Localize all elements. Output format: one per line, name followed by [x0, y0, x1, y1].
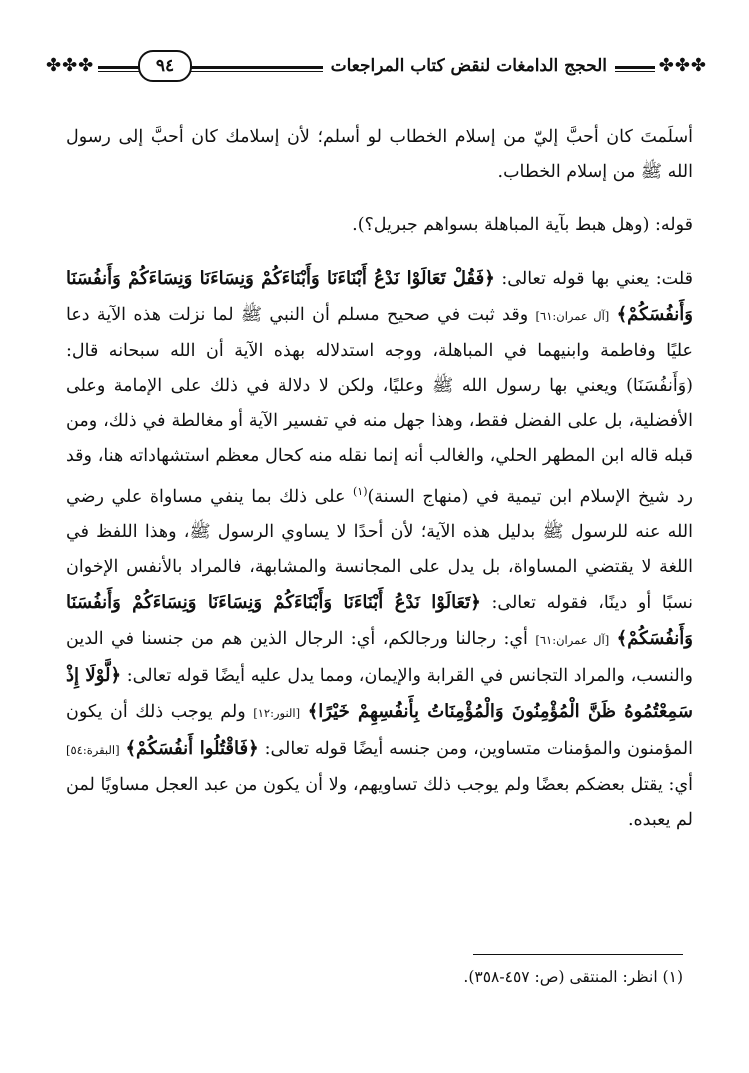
- footnote-marker: (١): [352, 485, 368, 498]
- verse-reference: [آل عمران:٦١]: [535, 309, 610, 323]
- verse-reference: [البقرة:٥٤]: [66, 742, 120, 757]
- verse-reference: [آل عمران:٦١]: [535, 632, 610, 647]
- text-segment: أي: يقتل بعضكم بعضًا ولم يوجب ذلك تساويهم، ولا أن يكون من عبد العجل مساويًا لمن لم يعبده.: [66, 774, 693, 830]
- ornament-icon: ✤✤✤: [42, 54, 98, 78]
- text-segment: قلت: يعني بها قوله تعالى:: [501, 269, 693, 289]
- body-text: [66, 120, 693, 838]
- paragraph: قوله: (وهل هبط بآية المباهلة بسواهم جبريل؟).: [352, 215, 693, 235]
- paragraph: أسلَمتَ كان أحبَّ إليّ من إسلام الخطاب لو أسلم؛ لأن إسلامك كان أحبَّ إلى رسول الله ﷺ من إسلام الخطاب.: [66, 127, 693, 182]
- verse-reference: [النور:١٢]: [253, 705, 301, 720]
- quran-verse: ﴿فَقُلْ تَعَالَوْا نَدْعُ أَبْنَاءَنَا وَأَبْنَاءَكُمْ وَنِسَاءَنَا وَنِسَاءَكُمْ وَأَنفُسَنَا وَأَنفُسَكُمْ﴾: [66, 268, 693, 325]
- paragraph: [66, 261, 693, 838]
- text-segment: أي: رجالنا ورجالكم، أي: الرجال الذين هم من جنسنا في الدين والنسب، والمراد التجانس في القرابة والإيمان، ومما يدل عليه أيضًا قوله تعالى:: [66, 628, 693, 686]
- text-segment: ولم يوجب ذلك أن يكون المؤمنون والمؤمنات متساوين، ومن جنسه أيضًا قوله تعالى:: [66, 701, 693, 759]
- page-number: ٩٤: [138, 50, 192, 82]
- ornament-icon: ✤✤✤: [655, 54, 711, 78]
- quran-verse: ﴿لَّوْلَا إِذْ سَمِعْتُمُوهُ ظَنَّ الْمُؤْمِنُونَ وَالْمُؤْمِنَاتُ بِأَنفُسِهِمْ خَيْرًا﴾: [66, 664, 693, 722]
- book-title: الحجج الدامغات لنقض كتاب المراجعات: [323, 52, 615, 80]
- quran-verse: ﴿تَعَالَوْا نَدْعُ أَبْنَاءَنَا وَأَبْنَاءَكُمْ وَنِسَاءَنَا وَنِسَاءَكُمْ وَأَنفُسَنَا وَأَنفُسَكُمْ﴾: [66, 591, 693, 649]
- page-header: [42, 44, 711, 88]
- footnote-divider: [473, 954, 683, 955]
- quran-verse: ﴿فَاقْتُلُوا أَنفُسَكُمْ﴾: [125, 737, 259, 759]
- text-segment: وقد ثبت في صحيح مسلم أن النبي ﷺ لما نزلت هذه الآية دعا عليًا وفاطمة وابنيهما في المباهلة، ووجه استدلاله بهذه الآية أن الله سبحانه قال: (وَأَنفُسَنَا) ويعني بها رسول الله ﷺ وعليًا، ولكن لا دلالة في ذلك على الإمامة وعلى الأفضلية، بل على الفضل فقط، وهذا جهل منه في تفسير الآية أو مغالطة في ذلك، ومن قبله قاله ابن المطهر الحلي، والغالب أنه إنما نقله منه كحال معظم استشهاداته هنا، وقد رد شيخ الإسلام ابن تيمية في (منهاج السنة): [66, 305, 693, 507]
- text-segment: على ذلك بما ينفي مساواة علي رضي الله عنه للرسول ﷺ بدليل هذه الآية؛ لأن أحدًا لا يساوي الرسول ﷺ، وهذا اللفظ في اللغة لا يقتضي المساواة، بل يدل على المجانسة والمشابهة، فالمراد بالأنفس الإخوان نسبًا أو دينًا، فقوله تعالى:: [66, 486, 693, 613]
- footnote: (١) انظر: المنتقى (ص: ٤٥٧-٣٥٨).: [463, 968, 683, 986]
